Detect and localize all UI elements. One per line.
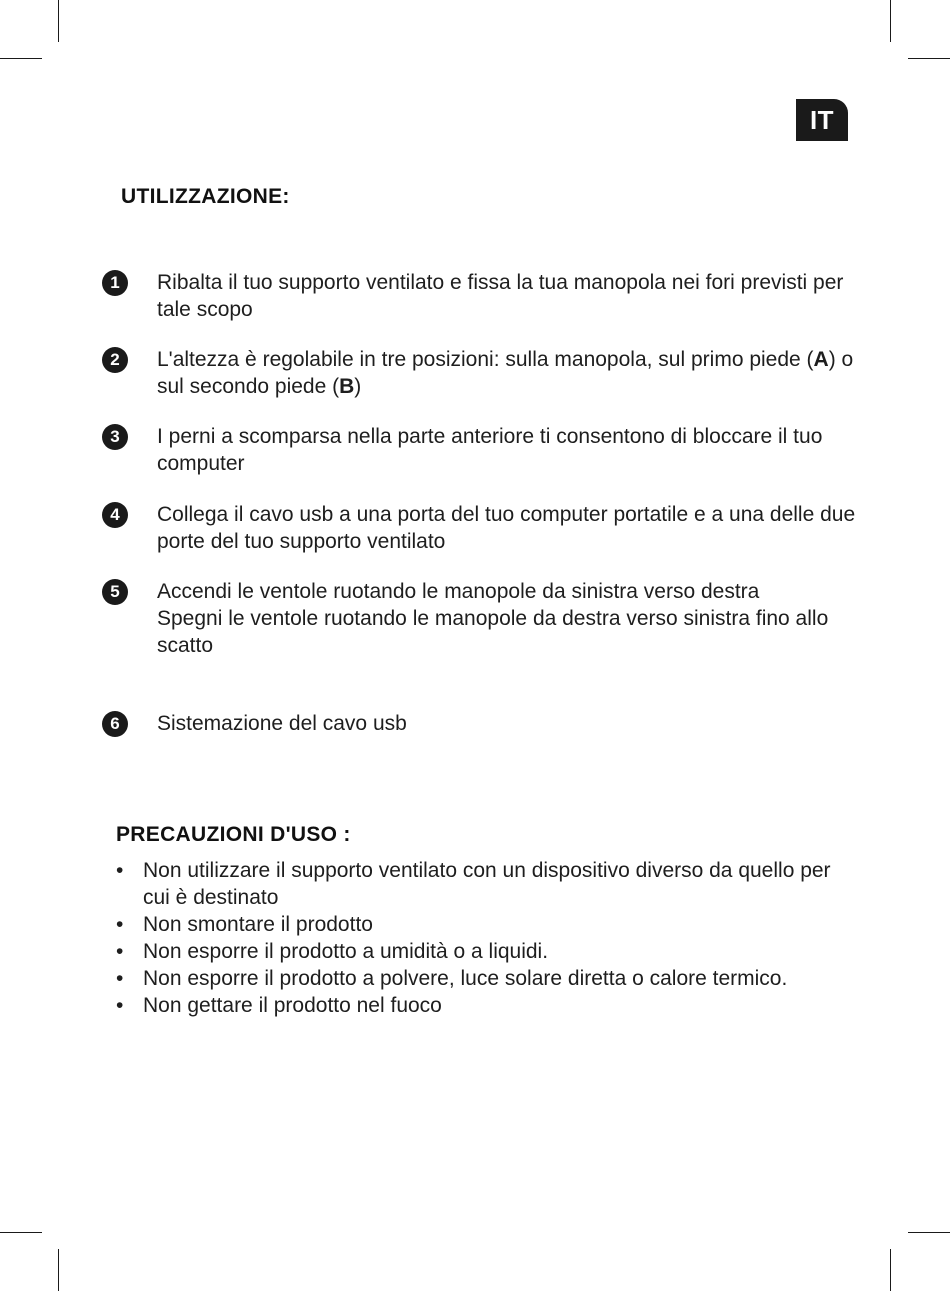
usage-step bbox=[102, 578, 862, 659]
step-text: Accendi le ventole ruotando le manopole da sinistra verso destra bbox=[157, 580, 760, 603]
usage-step bbox=[102, 710, 407, 737]
crop-mark-top-right-vertical bbox=[890, 0, 891, 42]
crop-mark-top-left-vertical bbox=[58, 0, 59, 42]
crop-mark-top-left-horizontal bbox=[0, 58, 42, 59]
crop-mark-bottom-right-horizontal bbox=[908, 1232, 950, 1233]
step-number-badge: 3 bbox=[102, 424, 128, 450]
step-text-part: ) o sul secondo piede ( bbox=[157, 348, 854, 398]
precaution-item bbox=[116, 911, 856, 938]
step-number-badge: 6 bbox=[102, 711, 128, 737]
step-text-part: ) bbox=[354, 375, 362, 398]
step-text bbox=[157, 346, 862, 400]
precautions-section-title: PRECAUZIONI D'USO : bbox=[116, 823, 351, 846]
crop-mark-bottom-left-vertical bbox=[58, 1249, 59, 1291]
step-text-part: L'altezza è regolabile in tre posizioni: sulla manopola, sul primo piede ( bbox=[157, 348, 814, 371]
language-badge: IT bbox=[796, 99, 848, 141]
precautions-list bbox=[116, 857, 856, 1019]
precaution-text: Non esporre il prodotto a polvere, luce solare diretta o calore termico. bbox=[143, 967, 788, 990]
crop-mark-bottom-right-vertical bbox=[890, 1249, 891, 1291]
step-text: Ribalta il tuo supporto ventilato e fissa la tua manopola nei fori previsti per tale scopo bbox=[157, 271, 844, 321]
precaution-item bbox=[116, 965, 856, 992]
crop-mark-top-right-horizontal bbox=[908, 58, 950, 59]
bullet-icon: • bbox=[116, 913, 124, 936]
usage-step bbox=[102, 423, 862, 477]
precaution-item bbox=[116, 992, 856, 1019]
precaution-item bbox=[116, 938, 856, 965]
step-number-badge: 2 bbox=[102, 347, 128, 373]
precaution-text: Non utilizzare il supporto ventilato con un dispositivo diverso da quello per cui è destinato bbox=[143, 859, 831, 909]
bullet-icon: • bbox=[116, 967, 124, 990]
precaution-text: Non smontare il prodotto bbox=[143, 913, 373, 936]
bullet-icon: • bbox=[116, 859, 124, 882]
usage-step bbox=[102, 346, 862, 400]
bullet-icon: • bbox=[116, 994, 124, 1017]
step-number-badge: 1 bbox=[102, 270, 128, 296]
step-text: Collega il cavo usb a una porta del tuo computer portatile e a una delle due porte del tuo supporto ventilato bbox=[157, 503, 856, 553]
usage-section-title: UTILIZZAZIONE: bbox=[121, 185, 290, 208]
step-text: Spegni le ventole ruotando le manopole da destra verso sinistra fino allo scatto bbox=[157, 607, 829, 657]
usage-step bbox=[102, 501, 862, 555]
foot-label-a: A bbox=[813, 348, 829, 371]
step-text: Sistemazione del cavo usb bbox=[157, 712, 407, 735]
step-number-badge: 4 bbox=[102, 502, 128, 528]
precaution-item bbox=[116, 857, 856, 911]
bullet-icon: • bbox=[116, 940, 124, 963]
step-number-badge: 5 bbox=[102, 579, 128, 605]
step-text: I perni a scomparsa nella parte anteriore ti consentono di bloccare il tuo computer bbox=[157, 425, 823, 475]
precaution-text: Non gettare il prodotto nel fuoco bbox=[143, 994, 442, 1017]
crop-mark-bottom-left-horizontal bbox=[0, 1232, 42, 1233]
precaution-text: Non esporre il prodotto a umidità o a liquidi. bbox=[143, 940, 549, 963]
foot-label-b: B bbox=[339, 375, 355, 398]
usage-step bbox=[102, 269, 862, 323]
